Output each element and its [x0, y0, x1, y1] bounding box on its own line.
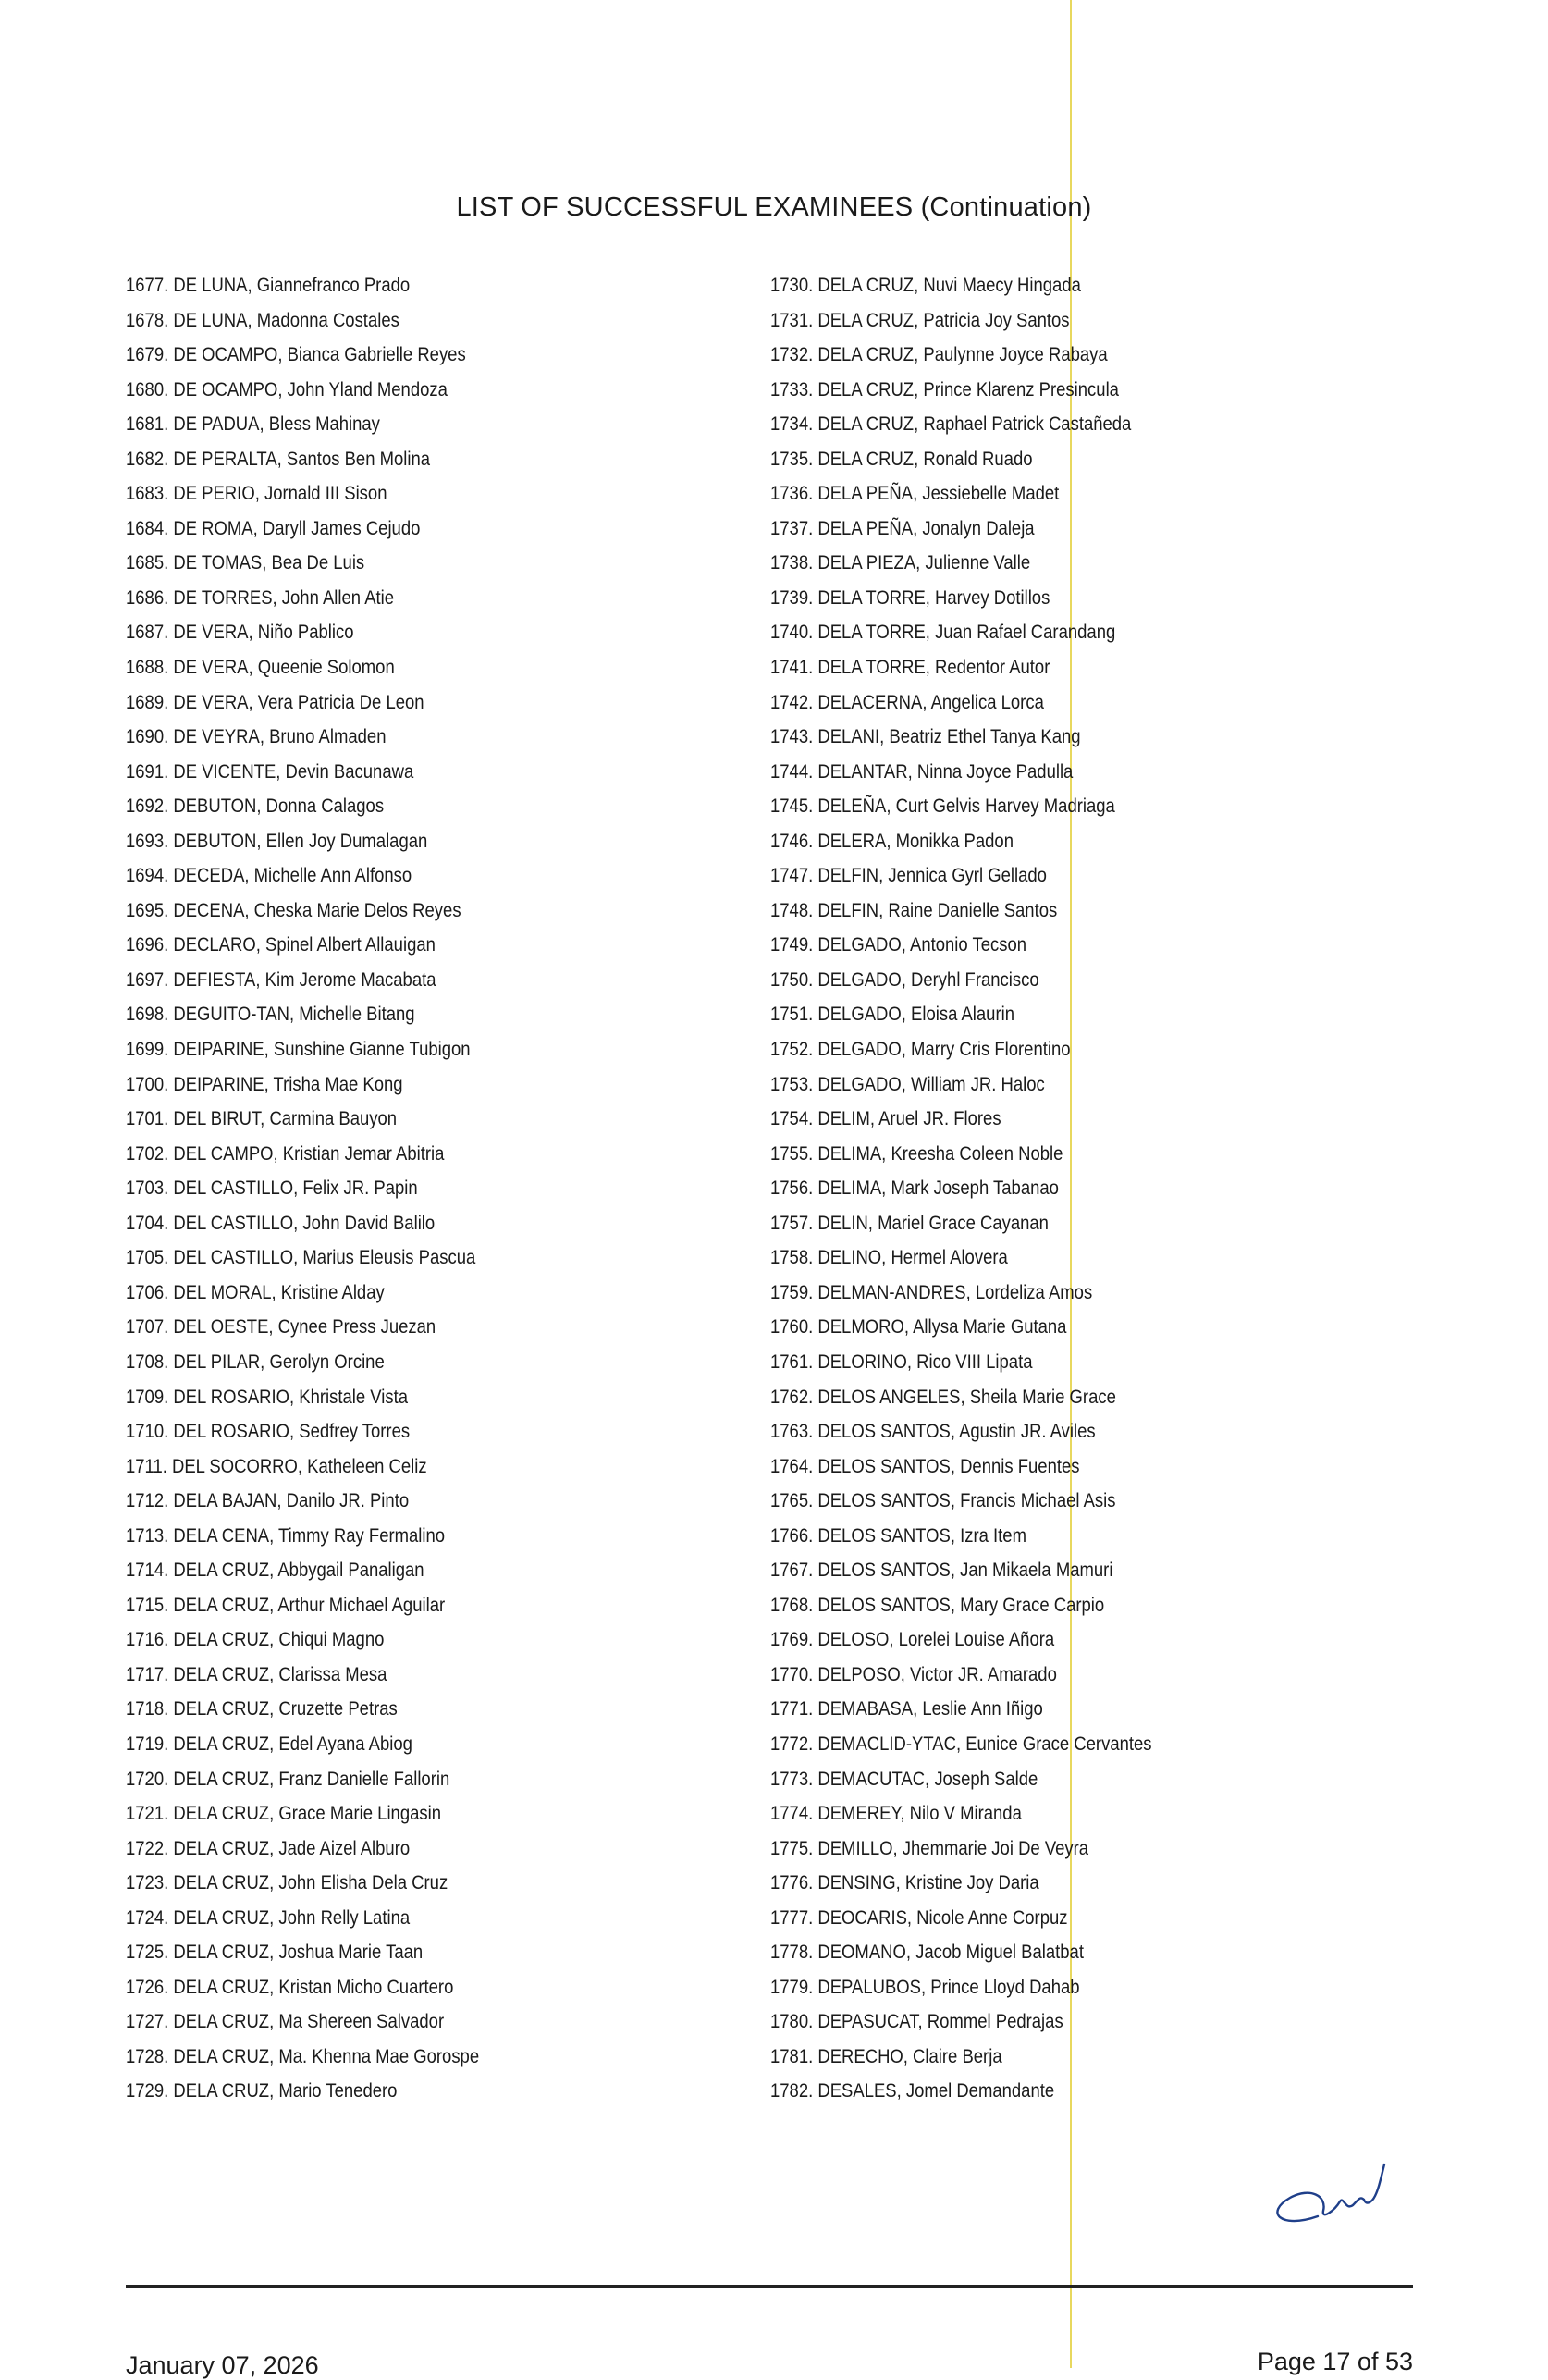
examinee-entry: 1688. DE VERA, Queenie Solomon: [126, 657, 395, 679]
examinee-entry: 1723. DELA CRUZ, John Elisha Dela Cruz: [126, 1872, 448, 1894]
examinee-entry: 1694. DECEDA, Michelle Ann Alfonso: [126, 865, 412, 887]
examinee-entry: 1781. DERECHO, Claire Berja: [770, 2045, 1002, 2067]
examinee-entry: 1680. DE OCAMPO, John Yland Mendoza: [126, 378, 448, 401]
page-title: LIST OF SUCCESSFUL EXAMINEES (Continuation): [456, 192, 1092, 222]
examinee-entry: 1714. DELA CRUZ, Abbygail Panaligan: [126, 1560, 424, 1582]
examinee-entry: 1702. DEL CAMPO, Kristian Jemar Abitria: [126, 1142, 445, 1165]
page-number: Page 17 of 53: [1257, 2348, 1413, 2375]
examinee-entry: 1728. DELA CRUZ, Ma. Khenna Mae Gorospe: [126, 2045, 480, 2067]
examinee-entry: 1758. DELINO, Hermel Alovera: [770, 1247, 1008, 1269]
examinee-entry: 1754. DELIM, Aruel JR. Flores: [770, 1108, 1001, 1130]
examinee-entry: 1707. DEL OESTE, Cynee Press Juezan: [126, 1316, 436, 1338]
examinee-entry: 1780. DEPASUCAT, Rommel Pedrajas: [770, 2011, 1063, 2033]
examinee-entry: 1725. DELA CRUZ, Joshua Marie Taan: [126, 1942, 424, 1964]
examinee-entry: 1739. DELA TORRE, Harvey Dotillos: [770, 586, 1050, 609]
examinee-entry: 1735. DELA CRUZ, Ronald Ruado: [770, 448, 1033, 470]
footer-date: January 07, 2026: [126, 2351, 319, 2379]
examinee-entry: 1732. DELA CRUZ, Paulynne Joyce Rabaya: [770, 344, 1108, 366]
examinee-entry: 1745. DELEÑA, Curt Gelvis Harvey Madriaga: [770, 795, 1115, 818]
examinee-entry: 1742. DELACERNA, Angelica Lorca: [770, 691, 1044, 713]
examinee-entry: 1760. DELMORO, Allysa Marie Gutana: [770, 1316, 1067, 1338]
examinee-entry: 1765. DELOS SANTOS, Francis Michael Asis: [770, 1490, 1116, 1512]
examinee-entry: 1698. DEGUITO-TAN, Michelle Bitang: [126, 1004, 415, 1026]
examinee-entry: 1711. DEL SOCORRO, Katheleen Celiz: [126, 1455, 427, 1477]
examinee-entry: 1731. DELA CRUZ, Patricia Joy Santos: [770, 309, 1070, 331]
examinee-entry: 1681. DE PADUA, Bless Mahinay: [126, 413, 380, 436]
examinee-entry: 1764. DELOS SANTOS, Dennis Fuentes: [770, 1455, 1080, 1477]
examinee-entry: 1686. DE TORRES, John Allen Atie: [126, 586, 395, 609]
examinee-entry: 1678. DE LUNA, Madonna Costales: [126, 309, 399, 331]
footer-divider: [126, 2285, 1413, 2288]
examinee-entry: 1693. DEBUTON, Ellen Joy Dumalagan: [126, 830, 428, 852]
examinee-entry: 1727. DELA CRUZ, Ma Shereen Salvador: [126, 2011, 445, 2033]
examinee-entry: 1699. DEIPARINE, Sunshine Gianne Tubigon: [126, 1039, 471, 1061]
examinee-entry: 1704. DEL CASTILLO, John David Balilo: [126, 1212, 436, 1234]
examinee-entry: 1759. DELMAN-ANDRES, Lordeliza Amos: [770, 1281, 1093, 1303]
examinee-entry: 1679. DE OCAMPO, Bianca Gabrielle Reyes: [126, 344, 466, 366]
examinee-entry: 1721. DELA CRUZ, Grace Marie Lingasin: [126, 1803, 442, 1825]
examinee-entry: 1766. DELOS SANTOS, Izra Item: [770, 1524, 1026, 1547]
examinee-entry: 1736. DELA PEÑA, Jessiebelle Madet: [770, 483, 1060, 505]
examinee-entry: 1701. DEL BIRUT, Carmina Bauyon: [126, 1108, 398, 1130]
examinee-entry: 1696. DECLARO, Spinel Albert Allauigan: [126, 934, 436, 956]
examinee-list-right: [770, 268, 1204, 2109]
examinee-entry: 1682. DE PERALTA, Santos Ben Molina: [126, 448, 431, 470]
examinee-entry: 1757. DELIN, Mariel Grace Cayanan: [770, 1212, 1049, 1234]
examinee-entry: 1683. DE PERIO, Jornald III Sison: [126, 483, 387, 505]
examinee-entry: 1756. DELIMA, Mark Joseph Tabanao: [770, 1178, 1059, 1200]
examinee-entry: 1740. DELA TORRE, Juan Rafael Carandang: [770, 622, 1116, 644]
examinee-entry: 1730. DELA CRUZ, Nuvi Maecy Hingada: [770, 275, 1081, 296]
examinee-entry: 1726. DELA CRUZ, Kristan Micho Cuartero: [126, 1976, 454, 1998]
examinee-entry: 1774. DEMEREY, Nilo V Miranda: [770, 1803, 1022, 1825]
examinee-entry: 1779. DEPALUBOS, Prince Lloyd Dahab: [770, 1976, 1080, 1998]
examinee-entry: 1700. DEIPARINE, Trisha Mae Kong: [126, 1073, 403, 1095]
examinee-entry: 1715. DELA CRUZ, Arthur Michael Aguilar: [126, 1594, 446, 1616]
examinee-entry: 1744. DELANTAR, Ninna Joyce Padulla: [770, 760, 1074, 783]
examinee-entry: 1778. DEOMANO, Jacob Miguel Balatbat: [770, 1942, 1084, 1964]
examinee-entry: 1712. DELA BAJAN, Danilo JR. Pinto: [126, 1490, 410, 1512]
examinee-entry: 1747. DELFIN, Jennica Gyrl Gellado: [770, 865, 1047, 887]
examinee-entry: 1734. DELA CRUZ, Raphael Patrick Castañeda: [770, 413, 1132, 436]
examinee-entry: 1709. DEL ROSARIO, Khristale Vista: [126, 1386, 409, 1408]
examinee-entry: 1695. DECENA, Cheska Marie Delos Reyes: [126, 899, 461, 921]
examinee-entry: 1741. DELA TORRE, Redentor Autor: [770, 657, 1050, 679]
examinee-entry: 1738. DELA PIEZA, Julienne Valle: [770, 552, 1031, 574]
examinee-entry: 1773. DEMACUTAC, Joseph Salde: [770, 1768, 1038, 1790]
examinee-entry: 1749. DELGADO, Antonio Tecson: [770, 934, 1027, 956]
examinee-entry: 1769. DELOSO, Lorelei Louise Añora: [770, 1629, 1055, 1651]
examinee-entry: 1752. DELGADO, Marry Cris Florentino: [770, 1039, 1071, 1061]
examinee-entry: 1690. DE VEYRA, Bruno Almaden: [126, 726, 387, 748]
examinee-entry: 1755. DELIMA, Kreesha Coleen Noble: [770, 1142, 1063, 1165]
examinee-entry: 1729. DELA CRUZ, Mario Tenedero: [126, 2080, 398, 2103]
examinee-entry: 1697. DEFIESTA, Kim Jerome Macabata: [126, 968, 436, 991]
examinee-entry: 1703. DEL CASTILLO, Felix JR. Papin: [126, 1178, 418, 1200]
examinee-entry: 1771. DEMABASA, Leslie Ann Iñigo: [770, 1698, 1043, 1720]
examinee-entry: 1751. DELGADO, Eloisa Alaurin: [770, 1004, 1014, 1026]
examinee-entry: 1691. DE VICENTE, Devin Bacunawa: [126, 760, 414, 783]
examinee-entry: 1724. DELA CRUZ, John Relly Latina: [126, 1906, 411, 1929]
examinee-entry: 1713. DELA CENA, Timmy Ray Fermalino: [126, 1524, 446, 1547]
examinee-entry: 1777. DEOCARIS, Nicole Anne Corpuz: [770, 1906, 1068, 1929]
examinee-entry: 1775. DEMILLO, Jhemmarie Joi De Veyra: [770, 1837, 1089, 1859]
examinee-entry: 1716. DELA CRUZ, Chiqui Magno: [126, 1629, 385, 1651]
examinee-entry: 1685. DE TOMAS, Bea De Luis: [126, 552, 365, 574]
examinee-entry: 1692. DEBUTON, Donna Calagos: [126, 795, 385, 818]
examinee-entry: 1770. DELPOSO, Victor JR. Amarado: [770, 1663, 1057, 1685]
examinee-entry: 1708. DEL PILAR, Gerolyn Orcine: [126, 1350, 385, 1373]
examinee-entry: 1743. DELANI, Beatriz Ethel Tanya Kang: [770, 726, 1081, 748]
examinee-entry: 1767. DELOS SANTOS, Jan Mikaela Mamuri: [770, 1560, 1113, 1582]
examinee-entry: 1710. DEL ROSARIO, Sedfrey Torres: [126, 1421, 411, 1443]
examinee-entry: 1722. DELA CRUZ, Jade Aizel Alburo: [126, 1837, 411, 1859]
examinee-entry: 1753. DELGADO, William JR. Haloc: [770, 1073, 1045, 1095]
examinee-entry: 1718. DELA CRUZ, Cruzette Petras: [126, 1698, 398, 1720]
examinee-entry: 1763. DELOS SANTOS, Agustin JR. Aviles: [770, 1421, 1096, 1443]
examinee-entry: 1776. DENSING, Kristine Joy Daria: [770, 1872, 1039, 1894]
examinee-entry: 1750. DELGADO, Deryhl Francisco: [770, 968, 1039, 991]
examinee-entry: 1720. DELA CRUZ, Franz Danielle Fallorin: [126, 1768, 450, 1790]
examinee-entry: 1719. DELA CRUZ, Edel Ayana Abiog: [126, 1733, 412, 1755]
examinee-entry: 1748. DELFIN, Raine Danielle Santos: [770, 899, 1058, 921]
examinee-entry: 1706. DEL MORAL, Kristine Alday: [126, 1281, 385, 1303]
examinee-entry: 1689. DE VERA, Vera Patricia De Leon: [126, 691, 424, 713]
examinee-entry: 1677. DE LUNA, Giannefranco Prado: [126, 275, 411, 296]
examinee-entry: 1768. DELOS SANTOS, Mary Grace Carpio: [770, 1594, 1105, 1616]
examinee-entry: 1772. DEMACLID-YTAC, Eunice Grace Cervantes: [770, 1733, 1152, 1755]
examinee-entry: 1705. DEL CASTILLO, Marius Eleusis Pascua: [126, 1247, 476, 1269]
examinee-list-left: [126, 268, 527, 2109]
examinee-entry: 1761. DELORINO, Rico VIII Lipata: [770, 1350, 1033, 1373]
examinee-entry: 1717. DELA CRUZ, Clarissa Mesa: [126, 1663, 387, 1685]
examinee-entry: 1737. DELA PEÑA, Jonalyn Daleja: [770, 517, 1035, 539]
examinee-entry: 1782. DESALES, Jomel Demandante: [770, 2080, 1055, 2103]
examinee-entry: 1746. DELERA, Monikka Padon: [770, 830, 1014, 852]
examinee-entry: 1687. DE VERA, Niño Pablico: [126, 622, 354, 644]
examinee-entry: 1733. DELA CRUZ, Prince Klarenz Presincula: [770, 378, 1119, 401]
signature-icon: [1262, 2144, 1410, 2255]
examinee-entry: 1762. DELOS ANGELES, Sheila Marie Grace: [770, 1386, 1116, 1408]
examinee-entry: 1684. DE ROMA, Daryll James Cejudo: [126, 517, 421, 539]
